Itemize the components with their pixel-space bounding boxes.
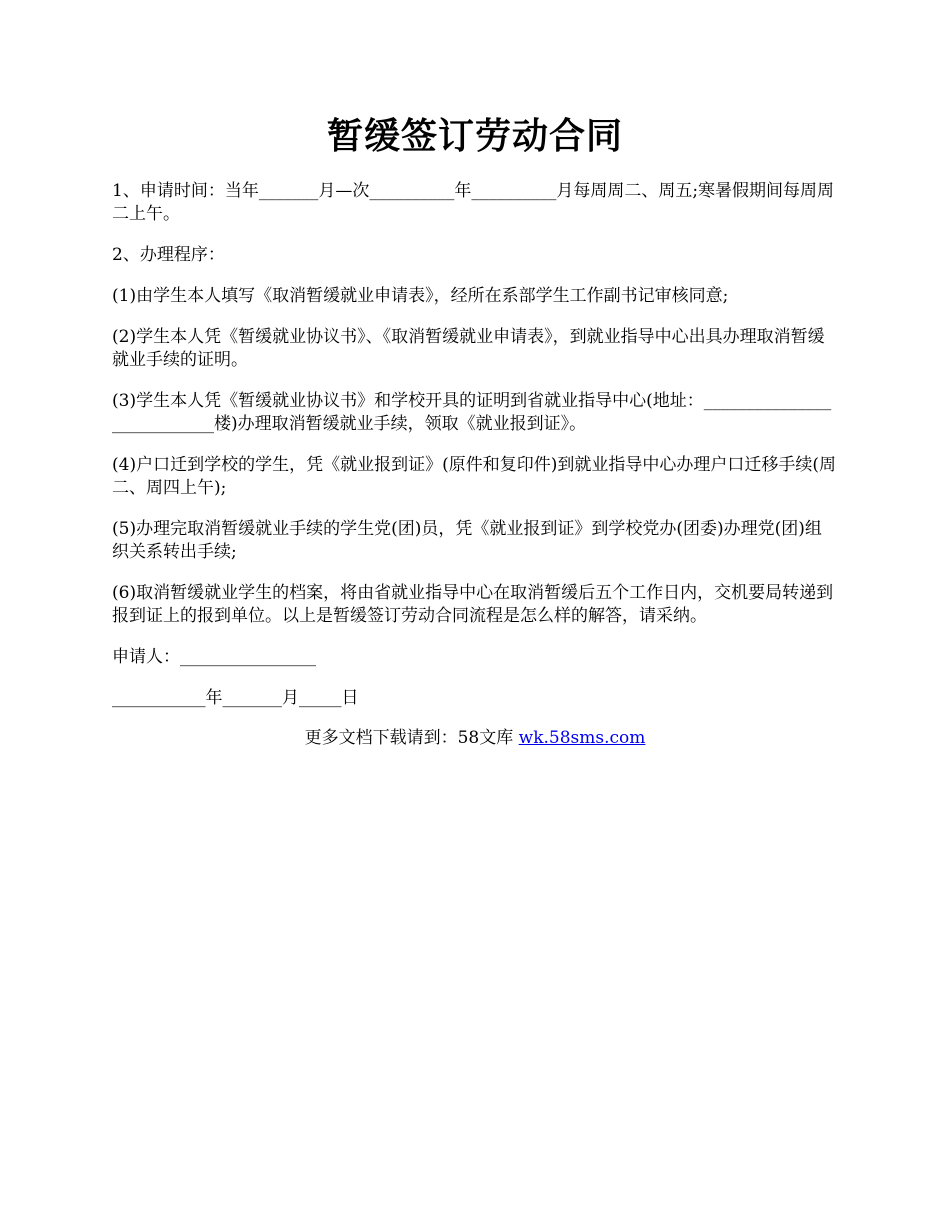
footer-prefix-text: 更多文档下载请到：58文库 — [304, 728, 519, 748]
footer-download-note — [0, 727, 950, 750]
date-line: ___________年_______月_____日 — [112, 688, 359, 708]
document-title: 暂缓签订劳动合同 — [326, 115, 623, 157]
applicant-signature-line: 申请人：________________ — [112, 647, 316, 667]
paragraph-step-5: (5)办理完取消暂缓就业手续的学生党(团)员，凭《就业报到证》到学校党办(团委)办理党(团)组织关系转出手续; — [112, 519, 822, 562]
paragraph-procedure-heading: 2、办理程序： — [112, 245, 225, 265]
paragraph-step-6: (6)取消暂缓就业学生的档案，将由省就业指导中心在取消暂缓后五个工作日内，交机要局转递到报到证上的报到单位。以上是暂缓签订劳动合同流程是怎么样的解答，请采纳。 — [112, 583, 834, 626]
paragraph-step-2: (2)学生本人凭《暂缓就业协议书》、《取消暂缓就业申请表》，到就业指导中心出具办理取消暂缓就业手续的证明。 — [112, 327, 825, 370]
paragraph-step-1: (1)由学生本人填写《取消暂缓就业申请表》，经所在系部学生工作副书记审核同意; — [112, 286, 729, 306]
document-body — [112, 180, 838, 728]
footer-website-link[interactable]: wk.58sms.com — [518, 728, 646, 748]
paragraph-step-4: (4)户口迁到学校的学生，凭《就业报到证》(原件和复印件)到就业指导中心办理户口迁移手续(周二、周四上午); — [112, 455, 836, 498]
paragraph-application-time: 1、申请时间：当年_______月—次__________年__________月每周周二、周五;寒暑假期间每周周二上午。 — [112, 181, 835, 224]
paragraph-step-3: (3)学生本人凭《暂缓就业协议书》和学校开具的证明到省就业指导中心(地址：___________________________楼)办理取消暂缓就业手续，领取《就业报到证》。 — [112, 391, 832, 434]
